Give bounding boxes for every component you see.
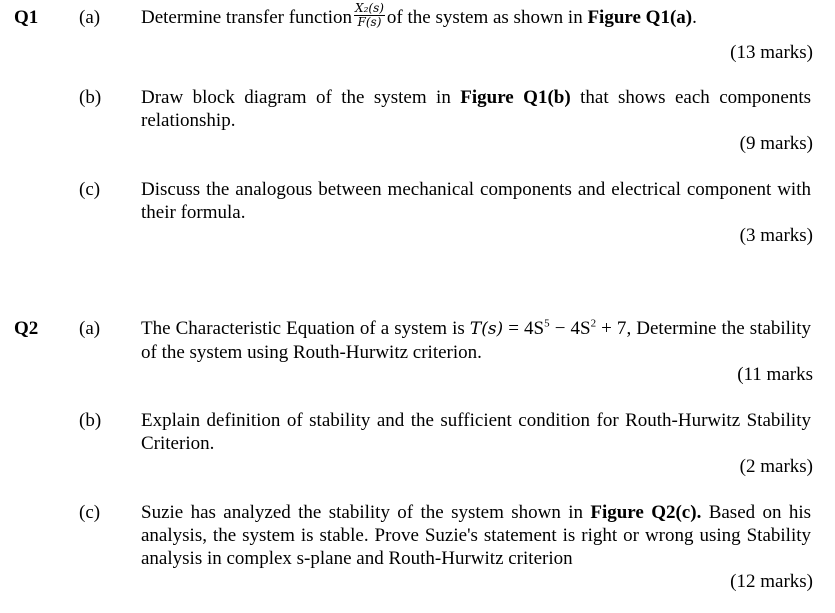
transfer-function-fraction [354,2,385,29]
q1a-end: . [692,7,697,28]
q1b-text-before: Draw block diagram of the system in [141,87,451,108]
question-text-q1b [141,86,811,132]
equation-term-1: = 4S [508,318,545,339]
exponent-1: 5 [544,317,550,330]
figure-ref-q1b: Figure Q1(b) [460,87,571,108]
question-text-q2a [141,317,811,364]
marks-q1b: (9 marks) [739,133,813,154]
equation-term-3: + 7 [601,318,627,339]
fraction-numerator: X₂(s) [355,1,384,16]
marks-q2b: (2 marks) [739,456,813,477]
part-label-q1c: (c) [79,179,101,200]
question-text-q2c [141,501,811,570]
part-label-q2a: (a) [79,318,101,339]
marks-q2c: (12 marks) [730,571,813,592]
q1a-text-before: Determine transfer function [141,7,353,28]
question-text-q2b: Explain definition of stability and the sufficient condition for Routh-Hurwitz Stability Criterion. [141,410,811,454]
part-label-q2b: (b) [79,410,102,431]
figure-ref-q1a: Figure Q1(a) [587,7,693,28]
question-text-q1a [141,1,811,30]
question-number-q1: Q1 [14,7,39,28]
q2a-text-after: , Determine the stability of the system using Routh-Hurwitz criterion. [141,318,812,363]
marks-q1a: (13 marks) [730,42,813,63]
part-label-q2c: (c) [79,502,101,523]
q1a-text-after: of the system as shown in [386,7,583,28]
marks-q1c: (3 marks) [739,225,813,246]
fraction-denominator: F(s) [357,15,382,30]
question-number-q2: Q2 [14,318,39,339]
q2a-text-before: The Characteristic Equation of a system is [141,318,465,339]
q2c-text-after: Based on his analysis, the system is stable. Prove Suzie's statement is right or wrong using Stability analysis in complex s-plane and Routh-Hurwitz criterion [141,502,812,569]
question-text-q1c: Discuss the analogous between mechanical components and electrical component with their formula. [141,179,811,223]
q2c-text-before: Suzie has analyzed the stability of the system shown in [141,502,583,523]
figure-ref-q2c: Figure Q2(c). [590,502,702,523]
exponent-2: 2 [590,317,597,330]
equation-lhs: T(s) [469,319,504,339]
equation-term-2: − 4S [554,318,591,339]
part-label-q1a: (a) [79,7,101,28]
q1b-text-after: that shows each components relationship. [141,87,812,131]
part-label-q1b: (b) [79,87,102,108]
marks-q2a: (11 marks [737,364,813,385]
